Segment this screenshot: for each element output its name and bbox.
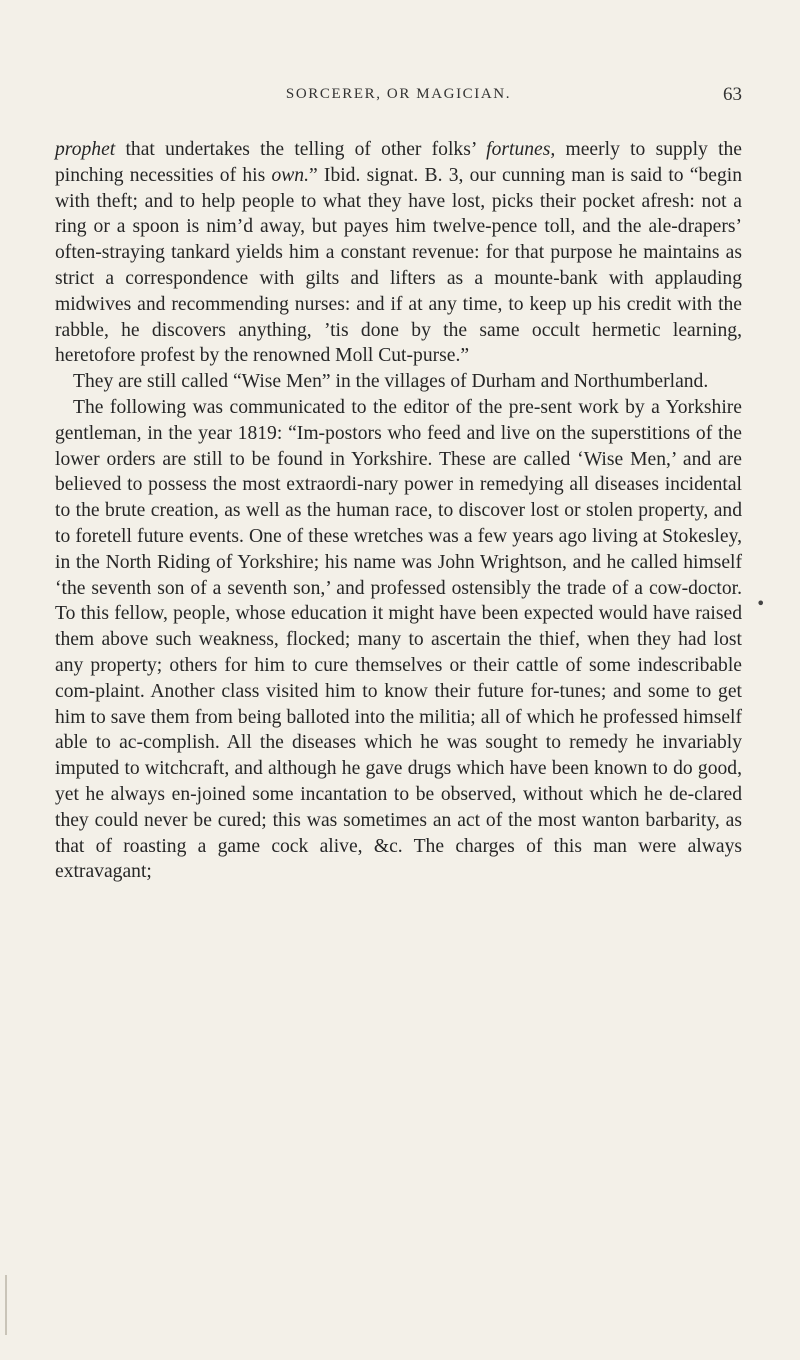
body-text <box>55 137 742 885</box>
scan-edge-mark <box>5 1275 7 1335</box>
scan-dot-mark: • <box>756 594 766 613</box>
text-segment: ” Ibid. signat. B. 3, our cunning man is said to “begin with theft; and to help people to what they have lost, picks their pocket afresh: not a ring or a spoon is nim’d away, but payes him twelve-pence toll, and the ale-drapers’ often-straying tankard yields him a constant revenue: for that purpose he maintains as strict a correspondence with gilts and lifters as a mounte-bank with applauding midwives and recommending nurses: and if at any time, to keep up his credit with the rabble, he discovers anything, ’tis done by the same occult hermetic learning, heretofore profest by the renowned Moll Cut-purse.” <box>55 164 743 367</box>
running-head <box>55 86 742 112</box>
page-number: 63 <box>723 84 742 105</box>
text-segment: prophet <box>55 139 116 160</box>
text-segment: They are still called “Wise Men” in the villages of Durham and Northumberland. <box>73 371 709 393</box>
running-title: SORCERER, OR MAGICIAN. <box>285 86 512 102</box>
text-segment: own. <box>271 164 309 186</box>
text-segment: The following was communicated to the editor of the pre-sent work by a Yorkshire gentleman, in the year 1819: “Im-postors who feed and live on the superstitions of the lower orders are still to be found in Yorkshire. These are called ‘Wise Men,’ and are believed to possess the most extraordi-nary power in remedying all diseases incidental to the brute creation, as well as the human race, to discover lost or stolen property, and to foretell future events. One of these wretches was a few years ago living at Stokesley, in the North Riding of Yorkshire; his name was John Wrightson, and he called himself ‘the seventh son of a seventh son,’ and professed ostensibly the trade of a cow-doctor. To this fellow, people, whose education it might have been expected would have raised them above such weakness, flocked; many to ascertain the thief, when they had lost any property; others for him to cure themselves or their cattle of some indescribable com-plaint. Another class visited him to know their future for-tunes; and some to get him to save them from being balloted into the militia; all of which he professed himself able to ac-complish. All the diseases which he was sought to remedy he invariably imputed to witchcraft, and although he gave drugs which have been known to do good, yet he always en-joined some incantation to be observed, without which he de-clared they could never be cured; this was sometimes an act of the most wanton barbarity, as that of roasting a game cock alive, &c. The charges of this man were always extravagant; <box>55 396 742 883</box>
text-segment: meerly to supply the pinching necessities of his <box>55 139 743 186</box>
text-segment: fortunes, <box>486 139 556 160</box>
paragraph <box>55 395 742 885</box>
paragraph <box>55 369 742 395</box>
text-segment: that undertakes the telling of other folks’ <box>115 139 487 160</box>
paragraph <box>55 137 742 369</box>
